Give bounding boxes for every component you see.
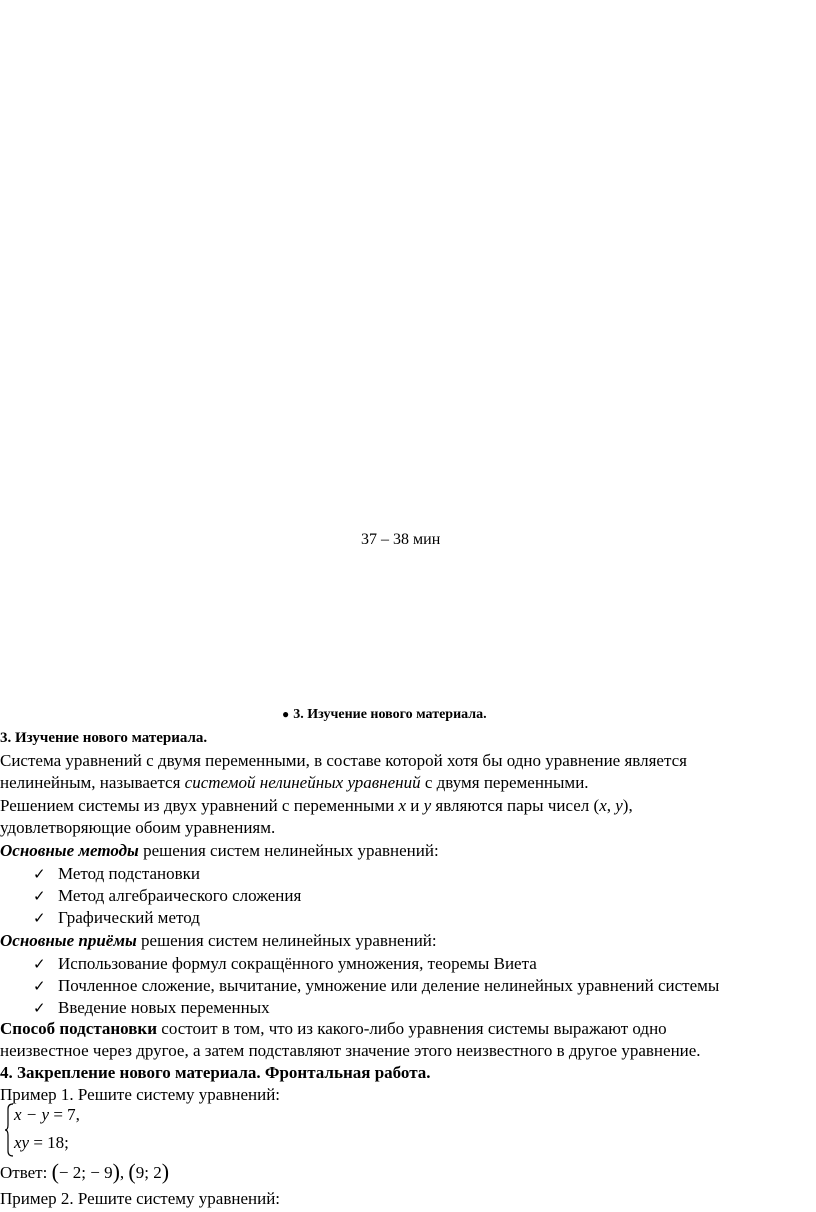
- solution-line-1: [0, 795, 810, 817]
- solution-text-end: ),: [622, 796, 633, 815]
- techniques-title-rest: решения систем нелинейных уравнений:: [136, 931, 437, 950]
- definition-line-2: [0, 772, 810, 794]
- paren-close-icon: ): [161, 1159, 170, 1184]
- methods-title-line: [0, 840, 810, 862]
- solution-text-mid: являются пары чисел (: [431, 796, 600, 815]
- list-item: [0, 885, 816, 907]
- list-item-label: Метод подстановки: [58, 864, 201, 883]
- check-icon: ✓: [33, 909, 46, 927]
- section4-heading: 4. Закрепление нового материала. Фронтальная работа.: [0, 1063, 431, 1082]
- bullet-icon: ●: [282, 707, 290, 721]
- equation-2: [14, 1133, 69, 1153]
- var-y: y: [423, 796, 432, 815]
- paren-open-icon: (: [51, 1159, 59, 1184]
- section3-heading: 3. Изучение нового материала.: [0, 730, 208, 746]
- methods-title: Основные методы: [0, 841, 139, 860]
- equation-2-rhs: = 18;: [29, 1133, 69, 1152]
- answer-line: [0, 1160, 169, 1184]
- equation-2-lhs: xy: [14, 1133, 30, 1152]
- solution-line-2: удовлетворяющие обоим уравнениям.: [0, 818, 276, 837]
- center-heading: [282, 707, 487, 723]
- pair-y: y: [615, 796, 623, 815]
- paren-open-icon: (: [128, 1159, 136, 1184]
- pair-x: x: [599, 796, 607, 815]
- substitution-text: состоит в том, что из какого-либо уравнения системы выражают одно: [157, 1019, 667, 1038]
- equation-1-rhs: = 7,: [49, 1105, 80, 1124]
- example-1-label: Пример 1. Решите систему уравнений:: [0, 1085, 281, 1104]
- list-item-label: Почленное сложение, вычитание, умножение или деление нелинейных уравнений системы: [58, 976, 720, 995]
- definition-term: системой нелинейных уравнений: [184, 773, 421, 792]
- var-x: x: [398, 796, 406, 815]
- equation-system: [4, 1103, 124, 1157]
- brace-icon: [4, 1103, 14, 1157]
- substitution-line-2: неизвестное через другое, а затем подставляют значение этого неизвестного в другое уравнение.: [0, 1041, 701, 1060]
- list-item: [0, 953, 816, 975]
- paren-close-icon: ): [112, 1159, 120, 1184]
- list-item: [0, 975, 816, 997]
- definition-text: нелинейным, называется: [0, 773, 185, 792]
- list-item: [0, 863, 816, 885]
- check-icon: ✓: [33, 955, 46, 973]
- list-item-label: Метод алгебраического сложения: [58, 886, 302, 905]
- list-item-label: Графический метод: [58, 908, 200, 927]
- example-2-label: Пример 2. Решите систему уравнений:: [0, 1189, 281, 1208]
- pair-comma: ,: [606, 796, 616, 815]
- techniques-title: Основные приёмы: [0, 931, 137, 950]
- answer-label: Ответ:: [0, 1163, 52, 1182]
- check-icon: ✓: [33, 865, 46, 883]
- solution-text: Решением системы из двух уравнений с переменными: [0, 796, 399, 815]
- answer-pair-2: 9; 2: [135, 1163, 162, 1182]
- list-item-label: Использование формул сокращённого умножения, теоремы Виета: [58, 954, 537, 973]
- time-label: 37 – 38 мин: [361, 531, 441, 548]
- answer-separator: ,: [119, 1163, 129, 1182]
- check-icon: ✓: [33, 977, 46, 995]
- methods-title-rest: решения систем нелинейных уравнений:: [138, 841, 439, 860]
- check-icon: ✓: [33, 999, 46, 1017]
- definition-text-end: с двумя переменными.: [420, 773, 589, 792]
- equation-1: [14, 1105, 80, 1125]
- solution-and: и: [405, 796, 424, 815]
- answer-pair-1: − 2; − 9: [58, 1163, 113, 1182]
- center-heading-text: 3. Изучение нового материала.: [293, 707, 487, 722]
- substitution-title: Способ подстановки: [0, 1019, 158, 1038]
- techniques-title-line: [0, 930, 810, 952]
- definition-line-1: Система уравнений с двумя переменными, в составе которой хотя бы одно уравнение является: [0, 751, 687, 770]
- equation-1-lhs: x − y: [14, 1105, 50, 1124]
- list-item: [0, 907, 816, 929]
- substitution-line-1: [0, 1018, 810, 1040]
- list-item-label: Введение новых переменных: [58, 998, 270, 1017]
- list-item: [0, 997, 816, 1019]
- check-icon: ✓: [33, 887, 46, 905]
